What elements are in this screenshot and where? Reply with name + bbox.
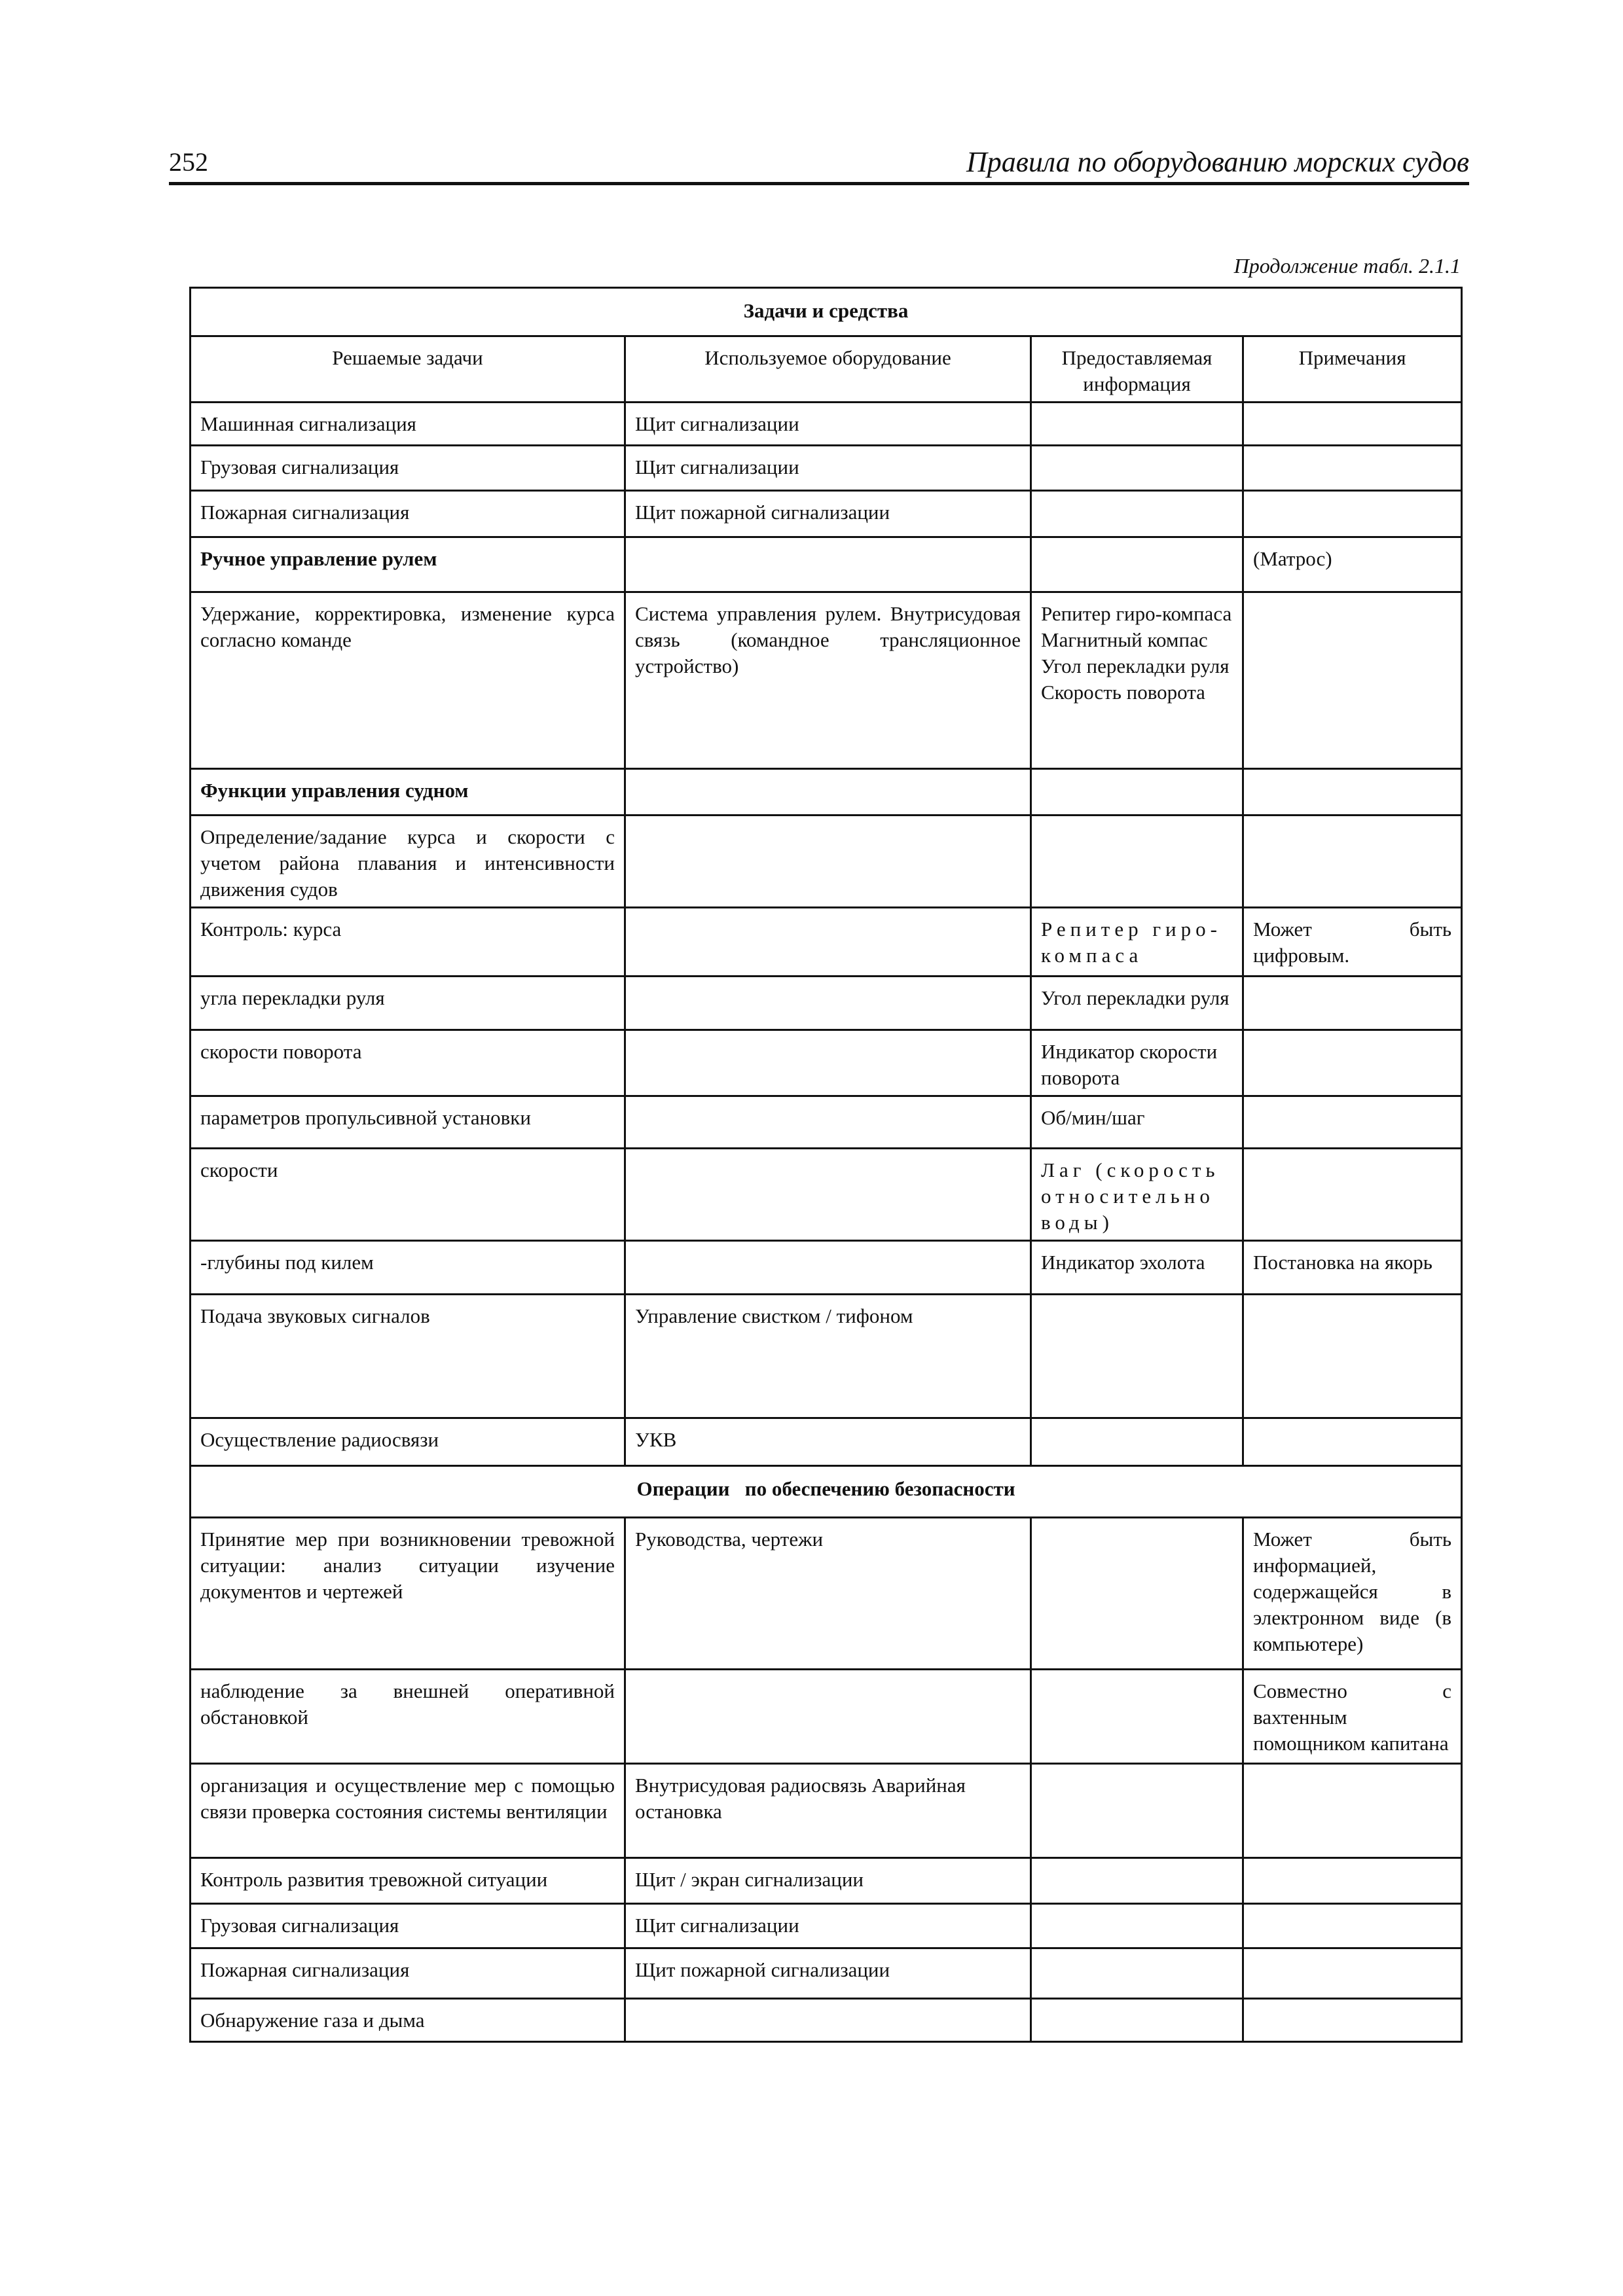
cell-info: Угол перекладки руля (1031, 977, 1243, 1030)
cell-task: Осуществление радиосвязи (191, 1418, 625, 1466)
table-row (191, 1149, 1462, 1241)
table-row (191, 491, 1462, 537)
running-title: Правила по оборудованию морских судов (966, 146, 1469, 178)
cell-info: Об/мин/шаг (1031, 1096, 1243, 1149)
cell-info (1031, 1764, 1243, 1858)
cell-equipment (625, 1149, 1031, 1241)
cell-task: Контроль: курса (191, 908, 625, 977)
cell-equipment: Щит пожарной сигнализации (625, 1948, 1031, 1999)
cell-task: Подача звуковых сигналов (191, 1295, 625, 1418)
cell-equipment: Щит / экран сигнализации (625, 1858, 1031, 1904)
column-header-row (191, 336, 1462, 403)
col-header-tasks: Решаемые задачи (191, 336, 625, 403)
cell-task: Пожарная сигнализация (191, 1948, 625, 1999)
cell-task: наблюдение за внешней оперативной обстановкой (191, 1670, 625, 1764)
table-row (191, 1670, 1462, 1764)
col-header-equipment: Используемое оборудование (625, 336, 1031, 403)
cell-info: Индикатор скорости поворота (1031, 1030, 1243, 1096)
cell-task: Грузовая сигнализация (191, 1904, 625, 1948)
cell-equipment: Щит сигнализации (625, 403, 1031, 446)
table-row (191, 1764, 1462, 1858)
table-row (191, 1418, 1462, 1466)
cell-notes (1243, 403, 1462, 446)
cell-task: параметров пропульсивной установки (191, 1096, 625, 1149)
cell-task: Пожарная сигнализация (191, 491, 625, 537)
cell-info: Индикатор эхолота (1031, 1241, 1243, 1295)
col-header-notes: Примечания (1243, 336, 1462, 403)
table-row (191, 1858, 1462, 1904)
cell-notes (1243, 1999, 1462, 2042)
cell-notes (1243, 1904, 1462, 1948)
table-row (191, 908, 1462, 977)
cell-info (1031, 769, 1243, 816)
cell-info (1031, 816, 1243, 908)
cell-info (1031, 1670, 1243, 1764)
cell-task: Обнаружение газа и дыма (191, 1999, 625, 2042)
cell-notes: Может быть цифровым. (1243, 908, 1462, 977)
cell-task: Машинная сигнализация (191, 403, 625, 446)
cell-task: организация и осуществление мер с помощью связи проверка состояния системы вентиляции (191, 1764, 625, 1858)
cell-info (1031, 1518, 1243, 1670)
cell-task: скорости поворота (191, 1030, 625, 1096)
cell-notes (1243, 977, 1462, 1030)
cell-equipment (625, 537, 1031, 592)
cell-notes (1243, 1858, 1462, 1904)
cell-notes (1243, 1096, 1462, 1149)
cell-info (1031, 403, 1243, 446)
cell-task: Определение/задание курса и скорости с учетом района плавания и интенсивности движения судов (191, 816, 625, 908)
cell-task: -глубины под килем (191, 1241, 625, 1295)
table-row (191, 1096, 1462, 1149)
table-continuation-caption: Продолжение табл. 2.1.1 (1233, 254, 1461, 278)
cell-equipment (625, 769, 1031, 816)
cell-task: Принятие мер при возникновении тревожной ситуации: анализ ситуации изучение документов и чертежей (191, 1518, 625, 1670)
cell-info (1031, 1948, 1243, 1999)
cell-info (1031, 537, 1243, 592)
page-header (169, 143, 1469, 185)
table-row (191, 1518, 1462, 1670)
cell-equipment: Система управления рулем. Внутрисудовая связь (командное трансляционное устройство) (625, 592, 1031, 769)
cell-equipment (625, 1241, 1031, 1295)
page-number: 252 (169, 147, 208, 177)
table-row (191, 592, 1462, 769)
cell-equipment: Руководства, чертежи (625, 1518, 1031, 1670)
cell-info: Репитер гиро-компаса (1031, 908, 1243, 977)
table-row (191, 1241, 1462, 1295)
cell-task: Грузовая сигнализация (191, 446, 625, 491)
cell-notes (1243, 816, 1462, 908)
cell-info (1031, 1999, 1243, 2042)
table-row (191, 816, 1462, 908)
equipment-table (189, 287, 1463, 2043)
cell-notes (1243, 1030, 1462, 1096)
cell-notes (1243, 1948, 1462, 1999)
cell-equipment: Щит сигнализации (625, 446, 1031, 491)
cell-notes (1243, 1764, 1462, 1858)
section-header-row (191, 288, 1462, 336)
cell-notes: Постановка на якорь (1243, 1241, 1462, 1295)
cell-equipment (625, 816, 1031, 908)
cell-info: Репитер гиро-компаса Магнитный компас Угол перекладки руля Скорость поворота (1031, 592, 1243, 769)
cell-notes: (Матрос) (1243, 537, 1462, 592)
cell-task: скорости (191, 1149, 625, 1241)
section-title-tasks: Задачи и средства (191, 288, 1462, 336)
cell-notes (1243, 592, 1462, 769)
cell-info (1031, 491, 1243, 537)
table-row (191, 1295, 1462, 1418)
cell-info (1031, 446, 1243, 491)
table-row (191, 446, 1462, 491)
table-row (191, 537, 1462, 592)
cell-notes (1243, 1418, 1462, 1466)
cell-notes: Может быть информацией, содержащейся в электронном виде (в компьютере) (1243, 1518, 1462, 1670)
table-row (191, 1030, 1462, 1096)
cell-task: Контроль развития тревожной ситуации (191, 1858, 625, 1904)
cell-equipment: Внутрисудовая радиосвязь Аварийная остановка (625, 1764, 1031, 1858)
cell-equipment (625, 908, 1031, 977)
table-row (191, 1999, 1462, 2042)
cell-equipment: УКВ (625, 1418, 1031, 1466)
col-header-info: Предоставляемая информация (1031, 336, 1243, 403)
section-header-row (191, 1466, 1462, 1518)
cell-task: Функции управления судном (191, 769, 625, 816)
table-row (191, 769, 1462, 816)
cell-notes (1243, 1149, 1462, 1241)
cell-equipment (625, 977, 1031, 1030)
cell-equipment (625, 1999, 1031, 2042)
cell-task: угла перекладки руля (191, 977, 625, 1030)
cell-notes (1243, 491, 1462, 537)
cell-equipment (625, 1096, 1031, 1149)
table-row (191, 977, 1462, 1030)
cell-task: Удержание, корректировка, изменение курса согласно команде (191, 592, 625, 769)
cell-equipment (625, 1670, 1031, 1764)
cell-notes (1243, 1295, 1462, 1418)
cell-info: Лаг (скорость относительно воды) (1031, 1149, 1243, 1241)
cell-equipment (625, 1030, 1031, 1096)
table-row (191, 1904, 1462, 1948)
cell-equipment: Щит пожарной сигнализации (625, 491, 1031, 537)
table-row (191, 403, 1462, 446)
cell-info (1031, 1904, 1243, 1948)
cell-task: Ручное управление рулем (191, 537, 625, 592)
cell-info (1031, 1295, 1243, 1418)
cell-info (1031, 1418, 1243, 1466)
section-title-safety: Операции по обеспечению безопасности (191, 1466, 1462, 1518)
cell-notes: Совместно с вахтенным помощником капитана (1243, 1670, 1462, 1764)
cell-equipment: Управление свистком / тифоном (625, 1295, 1031, 1418)
cell-info (1031, 1858, 1243, 1904)
table-row (191, 1948, 1462, 1999)
cell-notes (1243, 769, 1462, 816)
cell-equipment: Щит сигнализации (625, 1904, 1031, 1948)
cell-notes (1243, 446, 1462, 491)
